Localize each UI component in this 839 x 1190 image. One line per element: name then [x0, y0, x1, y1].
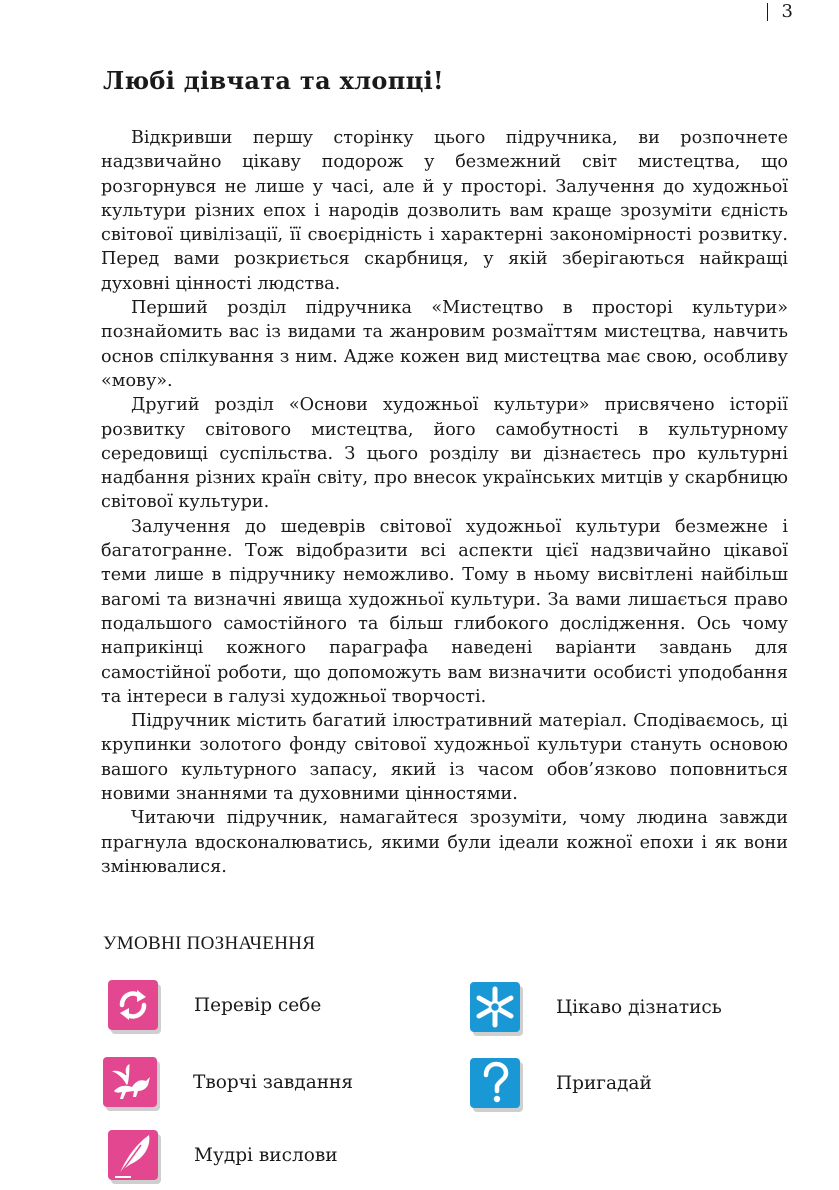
- intro-text: [101, 126, 788, 879]
- legend-label: Перевір себе: [194, 994, 322, 1016]
- pegasus-icon: [103, 1057, 157, 1107]
- legend-label: Цікаво дізнатись: [556, 996, 722, 1018]
- paragraph: Читаючи підручник, намагайтеся зрозуміти, чому людина завжди прагнула вдосконалюватись, якими були ідеали кожної епохи і як вони змінювалися.: [101, 808, 788, 877]
- paragraph: Підручник містить багатий ілюстративний матеріал. Сподіваємось, ці крупинки золотого фонду світової художньої культури стануть основою вашого культурного запасу, який із часом обов’язково поповниться новими знаннями та духовними цінностями.: [101, 711, 788, 805]
- legend-label: Пригадай: [556, 1072, 652, 1094]
- legend-title: УМОВНІ ПОЗНАЧЕННЯ: [103, 933, 316, 954]
- paragraph: Залучення до шедеврів світової художньої культури безмежне і багатогранне. Тож відобразити всі аспекти цієї надзвичайно цікавої теми лише в підручнику неможливо. Тому в ньому висвітлені найбільш вагомі та визначні явища художньої культури. За вами лишається право подальшого самостійного та більш глибокого дослідження. Ось чому наприкінці кожного параграфа наведені варіанти завдань для самостійної роботи, що допоможуть вам визначити особисті уподобання та інтереси в галузі художньої творчості.: [101, 516, 788, 707]
- legend-item-remember: [470, 1058, 652, 1108]
- legend-item-wise-sayings: [108, 1130, 338, 1180]
- legend-label: Мудрі вислови: [194, 1144, 338, 1166]
- page-number: 3: [767, 3, 793, 21]
- question-mark-icon: [470, 1058, 520, 1108]
- legend-item-check-yourself: [108, 980, 321, 1030]
- feather-quill-icon: [108, 1130, 158, 1180]
- paragraph: Другий розділ «Основи художньої культури» присвячено історії розвитку світового мистецтва, його самобутності в культурному середовищі суспільства. З цього розділу ви дізнаєтесь про культурні надбання різних країн світу, про внесок українських митців у скарбницю світової культури.: [101, 395, 788, 513]
- legend-item-interesting-to-know: [470, 982, 722, 1032]
- paragraph: Відкривши першу сторінку цього підручника, ви розпочнете надзвичайно цікаву подорож у безмежний світ мистецтва, що розгорнувся не лише у часі, але й у просторі. Залучення до художньої культури різних епох і народів дозволить вам краще зрозуміти єдність світової цивілізації, її своєрідність і характерні закономірності розвитку. Перед вами розкриється скарбниця, у якій зберігаються найкращі духовні цінності людства.: [101, 128, 788, 294]
- page-heading: Любі дівчата та хлопці!: [103, 66, 444, 95]
- legend-label: Творчі завдання: [193, 1071, 354, 1093]
- refresh-arrows-icon: [108, 980, 158, 1030]
- snowflake-icon: [470, 982, 520, 1032]
- paragraph: Перший розділ підручника «Мистецтво в просторі культури» познайомить вас із видами та жанровим розмаїттям мистецтва, навчить основ спілкування з ним. Адже кожен вид мистецтва має свою, особливу «мову».: [101, 298, 788, 391]
- legend-item-creative-tasks: [103, 1057, 353, 1107]
